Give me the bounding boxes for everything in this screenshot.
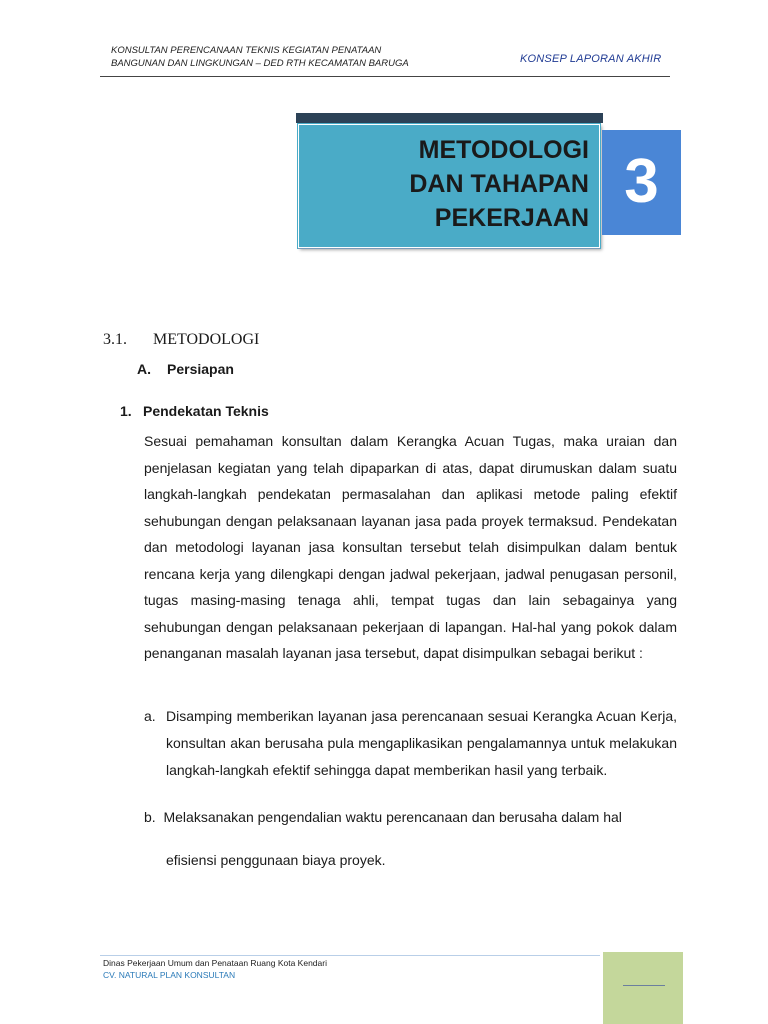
footer-divider <box>100 955 600 956</box>
subsection-heading-a <box>137 361 234 377</box>
list-item-text: Disamping memberikan layanan jasa perencanaan sesuai Kerangka Acuan Kerja, konsultan akan berusaha pula mengaplikasikan pengalamannya untuk melakukan langkah-langkah efektif sehingga dapat memberikan hasil yang terbaik. <box>166 708 677 778</box>
header-line-1: KONSULTAN PERENCANAAN TEKNIS KEGIATAN PENATAAN <box>111 45 382 56</box>
page-number-box <box>603 952 683 1024</box>
chapter-title <box>409 133 589 235</box>
subsection-a-label: A. <box>137 361 151 377</box>
list-item-text: Melaksanakan pengendalian waktu perencanaan dan berusaha dalam hal <box>163 809 622 825</box>
list-item-marker: a. <box>144 708 156 724</box>
list-item-continuation: efisiensi penggunaan biaya proyek. <box>166 852 386 868</box>
chapter-title-line-2: DAN TAHAPAN <box>409 170 589 198</box>
page-number-line <box>623 985 665 986</box>
subsection-1-title: Pendekatan Teknis <box>143 403 269 419</box>
chapter-number: 3 <box>624 147 659 216</box>
chapter-top-bar <box>296 113 603 123</box>
footer-company: CV. NATURAL PLAN KONSULTAN <box>103 970 236 980</box>
chapter-title-line-3: PEKERJAAN <box>434 204 589 232</box>
list-item <box>144 703 677 784</box>
header-project-title <box>111 44 409 70</box>
subsection-heading-1 <box>120 403 269 419</box>
body-paragraph: Sesuai pemahaman konsultan dalam Kerangka Acuan Tugas, maka uraian dan penjelasan kegiatan yang telah dipaparkan di atas, dapat dirumuskan dalam suatu langkah-langkah pendekatan permasalahan dan aplikasi metode paling efektif sehubungan dengan pelaksanaan layanan jasa pada proyek termaksud. Pendekatan dan metodologi layanan jasa konsultan tersebut telah disimpulkan dalam bentuk rencana kerja yang dilengkapi dengan jadwal pekerjaan, jadwal penugasan personil, tugas masing-masing tenaga ahli, tempat tugas dan lain sebagainya yang sehubungan dengan pelaksanaan pekerjaan di lapangan. Hal-hal yang pokok dalam penanganan masalah layanan jasa tersebut, dapat disimpulkan sebagai berikut : <box>144 433 677 661</box>
section-number: 3.1. <box>103 331 127 348</box>
chapter-title-box <box>298 124 600 248</box>
header-line-2: BANGUNAN DAN LINGKUNGAN – DED RTH KECAMATAN BARUGA <box>111 58 409 69</box>
section-title: METODOLOGI <box>153 331 260 348</box>
header-report-type: KONSEP LAPORAN AKHIR <box>520 53 662 65</box>
chapter-number-box <box>602 130 681 235</box>
subsection-1-label: 1. <box>120 403 132 419</box>
section-heading <box>103 331 259 349</box>
list-item-marker: b. <box>144 809 156 825</box>
footer-agency: Dinas Pekerjaan Umum dan Penataan Ruang Kota Kendari <box>103 958 327 968</box>
header-divider <box>100 76 670 77</box>
chapter-title-line-1: METODOLOGI <box>418 136 589 164</box>
list-item <box>144 808 677 826</box>
subsection-a-title: Persiapan <box>167 361 234 377</box>
chapter-underline <box>298 248 600 249</box>
